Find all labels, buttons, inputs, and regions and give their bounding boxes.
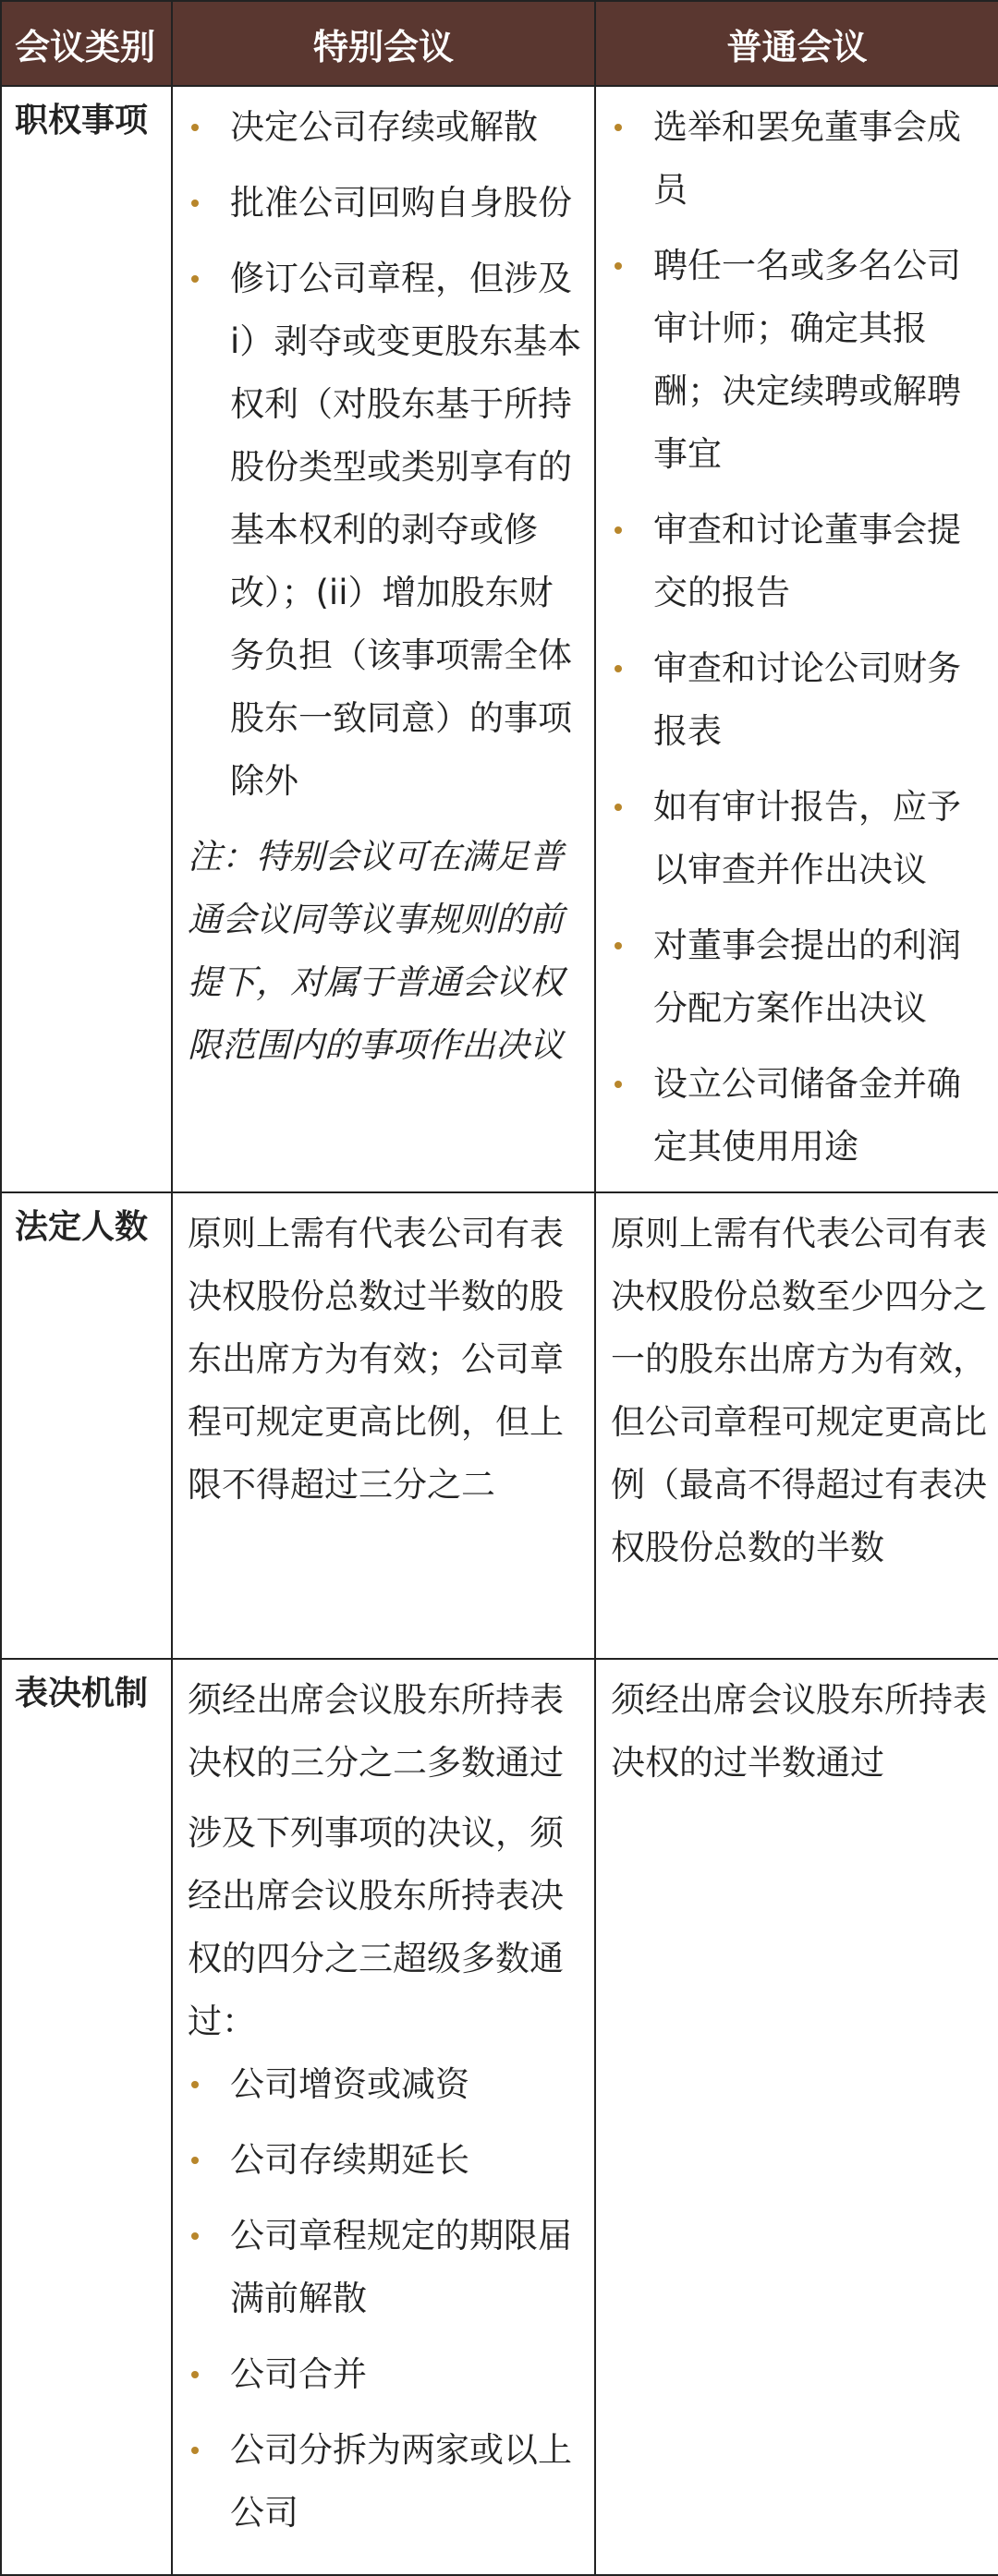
list-item: 修订公司章程，但涉及i）剥夺或变更股东基本权利（对股东基于所持股份类型或类别享有的基本权利的剥夺或修改）；(ii）增加股东财务负担（该事项需全体股东一致同意）的事项除外 xyxy=(188,248,587,813)
header-special-meeting: 特别会议 xyxy=(172,1,595,86)
row-voting xyxy=(1,1659,998,2575)
header-category: 会议类别 xyxy=(1,1,172,86)
list-item: 批准公司回购自身股份 xyxy=(188,172,587,235)
bullet-icon xyxy=(191,2157,199,2164)
bullet-icon xyxy=(191,2081,199,2088)
powers-ordinary-list xyxy=(611,96,991,1179)
row-label-quorum: 法定人数 xyxy=(1,1192,172,1659)
list-item: 公司合并 xyxy=(188,2343,587,2406)
powers-special-cell xyxy=(172,86,595,1192)
bullet-icon xyxy=(191,200,199,207)
list-item: 聘任一名或多名公司审计师；确定其报酬；决定续聘或解聘事宜 xyxy=(611,235,991,486)
powers-special-list xyxy=(188,96,587,813)
bullet-icon xyxy=(191,275,199,283)
list-item: 公司章程规定的期限届满前解散 xyxy=(188,2205,587,2330)
list-item: 如有审计报告，应予以审查并作出决议 xyxy=(611,776,991,901)
bullet-icon xyxy=(615,804,622,811)
list-item: 公司分拆为两家或以上公司 xyxy=(188,2419,587,2545)
bullet-icon xyxy=(615,942,622,949)
row-label-voting: 表决机制 xyxy=(1,1659,172,2575)
list-item: 公司增资或减资 xyxy=(188,2053,587,2116)
header-ordinary-meeting: 普通会议 xyxy=(595,1,998,86)
bullet-icon xyxy=(615,124,622,131)
row-label-powers: 职权事项 xyxy=(1,86,172,1192)
list-item: 决定公司存续或解散 xyxy=(188,96,587,159)
list-item: 设立公司储备金并确定其使用用途 xyxy=(611,1053,991,1179)
bullet-icon xyxy=(191,2232,199,2240)
list-item: 审查和讨论董事会提交的报告 xyxy=(611,499,991,624)
bullet-icon xyxy=(615,526,622,534)
quorum-special-cell xyxy=(172,1192,595,1659)
voting-special-cell xyxy=(172,1659,595,2575)
list-item: 审查和讨论公司财务报表 xyxy=(611,637,991,763)
bullet-icon xyxy=(191,2371,199,2378)
list-item: 对董事会提出的利润分配方案作出决议 xyxy=(611,914,991,1040)
voting-special-text-2: 涉及下列事项的决议，须经出席会议股东所持表决权的四分之三超级多数通过： xyxy=(188,1813,564,2041)
voting-ordinary-text: 须经出席会议股东所持表决权的过半数通过 xyxy=(611,1680,987,1783)
voting-special-list xyxy=(188,2053,587,2545)
quorum-ordinary-text: 原则上需有代表公司有表决权股份总数至少四分之一的股东出席方为有效，但公司章程可规定更高比例（最高不得超过有表决权股份总数的半数 xyxy=(611,1214,987,1567)
header-row xyxy=(1,1,998,86)
powers-ordinary-cell xyxy=(595,86,998,1192)
quorum-special-text: 原则上需有代表公司有表决权股份总数过半数的股东出席方为有效；公司章程可规定更高比例，但上限不得超过三分之二 xyxy=(188,1214,564,1505)
voting-special-text-1: 须经出席会议股东所持表决权的三分之二多数通过 xyxy=(188,1680,564,1783)
bullet-icon xyxy=(191,124,199,131)
row-quorum xyxy=(1,1192,998,1659)
bullet-icon xyxy=(615,665,622,672)
bullet-icon xyxy=(615,262,622,270)
list-item: 选举和罢免董事会成员 xyxy=(611,96,991,222)
special-meeting-note: 注：特别会议可在满足普通会议同等议事规则的前提下，对属于普通会议权限范围内的事项作出决议 xyxy=(188,837,564,1065)
list-item: 公司存续期延长 xyxy=(188,2129,587,2192)
voting-ordinary-cell xyxy=(595,1659,998,2575)
quorum-ordinary-cell xyxy=(595,1192,998,1659)
row-powers xyxy=(1,86,998,1192)
bullet-icon xyxy=(615,1081,622,1088)
bullet-icon xyxy=(191,2447,199,2454)
